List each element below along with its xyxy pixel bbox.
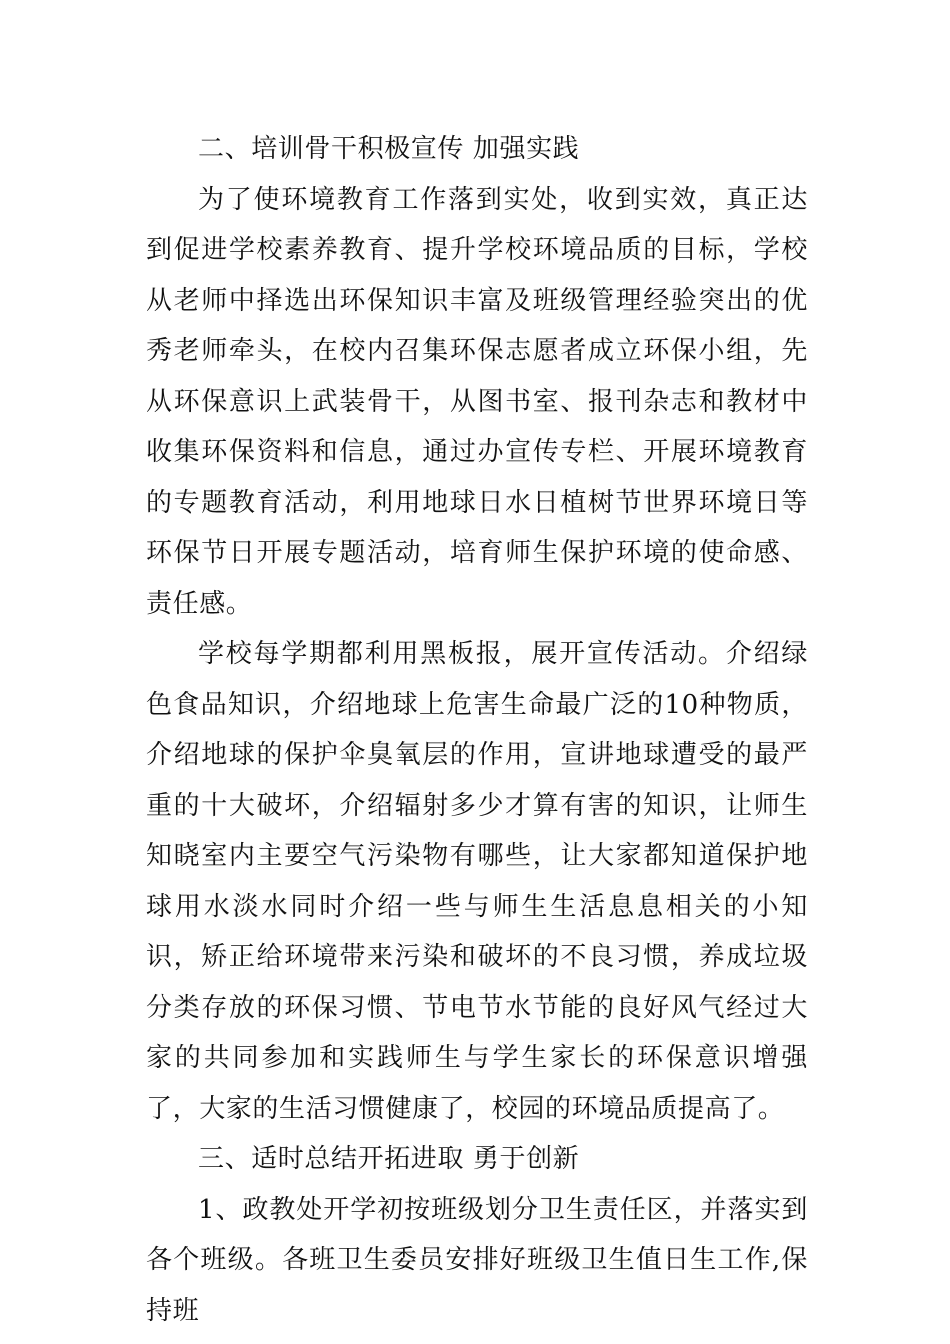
section-2-paragraph-2: 学校每学期都利用黑板报，展开宣传活动。介绍绿色食品知识，介绍地球上危害生命最广泛的10种物质，介绍地球的保护伞臭氧层的作用，宣讲地球遭受的最严重的十大破坏，介绍辐射多少才算有害的知识，让师生知晓室内主要空气污染物有哪些，让大家都知道保护地球用水淡水同时介绍一些与师生生活息息相关的小知识，矫正给环境带来污染和破坏的不良习惯，养成垃圾分类存放的环保习惯、节电节水节能的良好风气经过大家的共同参加和实践师生与学生家长的环保意识增强了，大家的生活习惯健康了，校园的环境品质提高了。: [146, 639, 808, 1124]
section-2-heading: 二、培训骨干积极宣传 加强实践: [198, 134, 580, 164]
document-body: [146, 124, 808, 1336]
section-3-heading: 三、适时总结开拓进取 勇于创新: [198, 1144, 580, 1174]
section-3-paragraph-1: 1、政教处开学初按班级划分卫生责任区，并落实到各个班级。各班卫生委员安排好班级卫生值日生工作,保持班: [146, 1194, 808, 1326]
section-2-paragraph-1: 为了使环境教育工作落到实处，收到实效，真正达到促进学校素养教育、提升学校环境品质的目标，学校从老师中择选出环保知识丰富及班级管理经验突出的优秀老师牵头，在校内召集环保志愿者成立环保小组，先从环保意识上武装骨干，从图书室、报刊杂志和教材中收集环保资料和信息，通过办宣传专栏、开展环境教育的专题教育活动，利用地球日水日植树节世界环境日等环保节日开展专题活动，培育师生保护环境的使命感、责任感。: [146, 184, 808, 619]
